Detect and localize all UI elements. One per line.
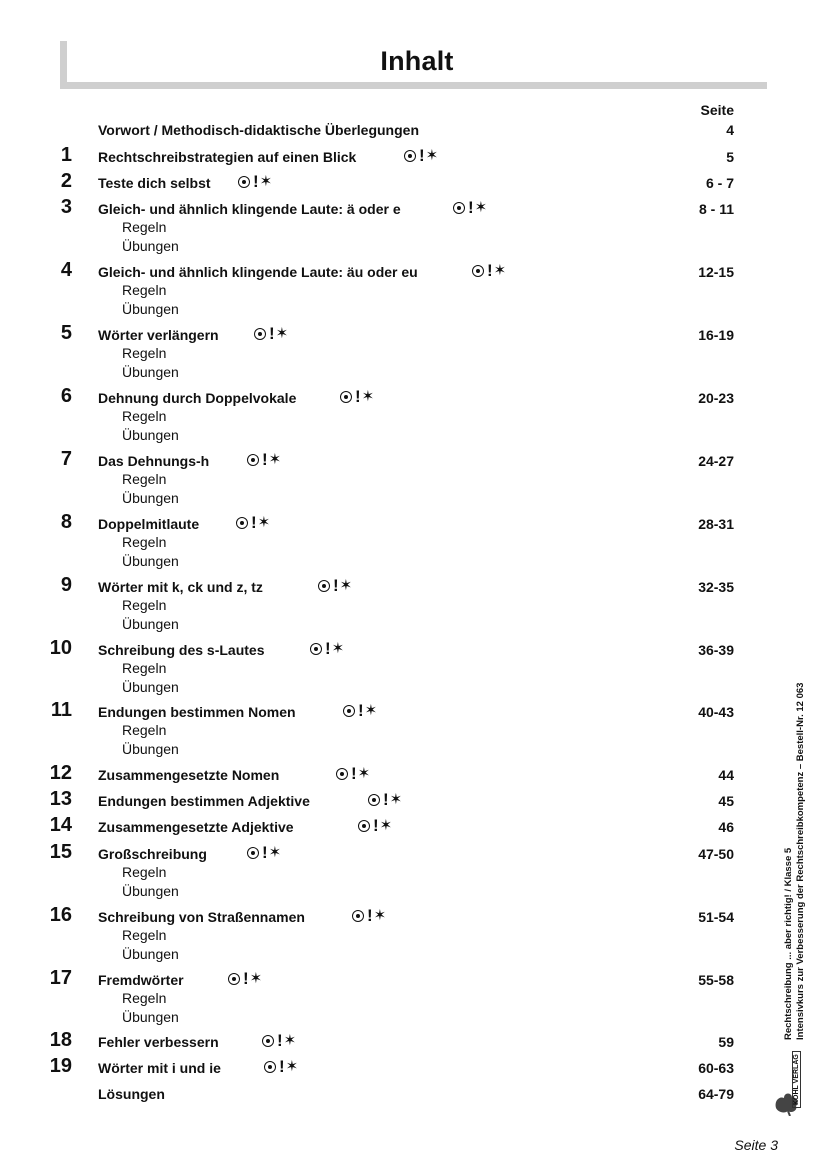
chapter-title: Fremdwörter: [98, 972, 184, 988]
page-number: Seite 3: [734, 1137, 778, 1153]
chapter-pages: 55-58: [698, 972, 734, 988]
chapter-pages: 5: [726, 149, 734, 165]
chapter-symbols: [453, 199, 487, 217]
star-icon: ✶: [268, 451, 282, 468]
chapter-pages: 59: [718, 1034, 734, 1050]
chapter-title: Teste dich selbst: [98, 175, 211, 191]
chapter-title: Gleich- und ähnlich klingende Laute: äu oder eu: [98, 264, 418, 280]
sub-item: Übungen: [122, 678, 179, 695]
sub-item: Regeln: [122, 534, 167, 550]
star-icon: ✶: [373, 907, 387, 924]
chapter-title: Vorwort / Methodisch-didaktische Überlegungen: [98, 122, 419, 138]
chapter-number: 5: [60, 322, 72, 344]
chapter-symbols: [472, 262, 506, 280]
toc-entry: [0, 814, 827, 837]
target-icon: [310, 643, 322, 655]
sub-item: Übungen: [122, 740, 179, 757]
chapter-pages: 24-27: [698, 453, 734, 469]
target-icon: [228, 973, 240, 985]
chapter-title: Fehler verbessern: [98, 1034, 219, 1050]
target-icon: [254, 328, 266, 340]
exclamation-icon: !: [253, 172, 259, 191]
chapter-symbols: [247, 451, 281, 469]
chapter-title: Wörter verlängern: [98, 327, 219, 343]
side-note: [783, 683, 807, 1040]
toc-entry: [0, 574, 827, 632]
sub-item: Übungen: [122, 363, 179, 380]
chapter-symbols: [310, 640, 344, 658]
star-icon: ✶: [259, 173, 273, 190]
chapter-title: Endungen bestimmen Nomen: [98, 704, 296, 720]
target-icon: [453, 202, 465, 214]
chapter-symbols: [352, 907, 386, 925]
target-icon: [238, 176, 250, 188]
star-icon: ✶: [425, 147, 439, 164]
exclamation-icon: !: [243, 969, 249, 988]
chapter-number: 13: [49, 788, 72, 810]
exclamation-icon: !: [487, 261, 493, 280]
chapter-pages: 40-43: [698, 704, 734, 720]
exclamation-icon: !: [355, 387, 361, 406]
star-icon: ✶: [249, 970, 263, 987]
exclamation-icon: !: [262, 450, 268, 469]
chapter-pages: 45: [718, 793, 734, 809]
exclamation-icon: !: [279, 1057, 285, 1076]
exclamation-icon: !: [325, 639, 331, 658]
toc-entry: [0, 967, 827, 1025]
toc-entry: [0, 788, 827, 811]
chapter-pages: 28-31: [698, 516, 734, 532]
toc-entry: [0, 385, 827, 443]
chapter-title: Schreibung von Straßennamen: [98, 909, 305, 925]
star-icon: ✶: [379, 817, 393, 834]
chapter-title: Wörter mit k, ck und z, tz: [98, 579, 263, 595]
exclamation-icon: !: [383, 790, 389, 809]
chapter-pages: 44: [718, 767, 734, 783]
star-icon: ✶: [389, 791, 403, 808]
toc-entry: [0, 1084, 827, 1104]
chapter-symbols: [238, 173, 272, 191]
page-column-header: Seite: [700, 102, 734, 118]
chapter-number: 8: [60, 511, 72, 533]
exclamation-icon: !: [277, 1031, 283, 1050]
sub-item: Regeln: [122, 597, 167, 613]
chapter-pages: 12-15: [698, 264, 734, 280]
chapter-number: 18: [49, 1029, 72, 1051]
star-icon: ✶: [268, 844, 282, 861]
star-icon: ✶: [339, 577, 353, 594]
sub-item: Übungen: [122, 426, 179, 443]
toc-entry: [0, 448, 827, 506]
toc-entry: [0, 144, 827, 167]
chapter-number: 15: [49, 841, 72, 863]
exclamation-icon: !: [251, 513, 257, 532]
sub-item: Übungen: [122, 237, 179, 254]
star-icon: ✶: [364, 702, 378, 719]
chapter-pages: 16-19: [698, 327, 734, 343]
chapter-number: 16: [49, 904, 72, 926]
chapter-symbols: [318, 577, 352, 595]
sub-item: Regeln: [122, 722, 167, 738]
sub-item: Übungen: [122, 1008, 179, 1025]
chapter-number: 11: [50, 699, 72, 721]
chapter-title: Endungen bestimmen Adjektive: [98, 793, 310, 809]
star-icon: ✶: [257, 514, 271, 531]
toc-entry: [0, 1029, 827, 1052]
toc-entry: [0, 762, 827, 785]
side-note-line-2: Intensivkurs zur Verbesserung der Rechtschreibkompetenz – Bestell-Nr. 12 063: [795, 682, 806, 1040]
sub-item: Regeln: [122, 345, 167, 361]
chapter-number: 9: [60, 574, 72, 596]
chapter-title: Dehnung durch Doppelvokale: [98, 390, 297, 406]
chapter-pages: 4: [726, 122, 734, 138]
chapter-title: Gleich- und ähnlich klingende Laute: ä oder e: [98, 201, 401, 217]
chapter-pages: 36-39: [698, 642, 734, 658]
exclamation-icon: !: [262, 843, 268, 862]
star-icon: ✶: [474, 199, 488, 216]
sub-item: Regeln: [122, 660, 167, 676]
chapter-pages: 46: [718, 819, 734, 835]
chapter-symbols: [340, 388, 374, 406]
sub-item: Übungen: [122, 615, 179, 632]
chapter-symbols: [368, 791, 402, 809]
chapter-pages: 51-54: [698, 909, 734, 925]
target-icon: [358, 820, 370, 832]
chapter-pages: 60-63: [698, 1060, 734, 1076]
star-icon: ✶: [283, 1032, 297, 1049]
chapter-title: Wörter mit i und ie: [98, 1060, 221, 1076]
chapter-title: Doppelmitlaute: [98, 516, 200, 532]
star-icon: ✶: [357, 765, 371, 782]
target-icon: [368, 794, 380, 806]
chapter-number: 19: [49, 1055, 72, 1077]
toc-entry: [0, 196, 827, 254]
target-icon: [352, 910, 364, 922]
toc-entry: [0, 904, 827, 962]
toc-entry: [0, 170, 827, 193]
exclamation-icon: !: [419, 146, 425, 165]
chapter-symbols: [404, 147, 438, 165]
toc-entry: [0, 637, 827, 695]
chapter-symbols: [254, 325, 288, 343]
target-icon: [336, 768, 348, 780]
toc-entry: [0, 841, 827, 899]
chapter-number: 3: [60, 196, 72, 218]
target-icon: [472, 265, 484, 277]
star-icon: ✶: [285, 1058, 299, 1075]
target-icon: [247, 454, 259, 466]
chapter-number: 7: [60, 448, 72, 470]
chapter-title: Das Dehnungs-h: [98, 453, 210, 469]
chapter-number: 1: [60, 144, 72, 166]
chapter-title: Zusammengesetzte Adjektive: [98, 819, 294, 835]
chapter-number: 2: [60, 170, 72, 192]
chapter-symbols: [247, 844, 281, 862]
chapter-title: Lösungen: [98, 1086, 165, 1102]
sub-item: Übungen: [122, 300, 179, 317]
target-icon: [318, 580, 330, 592]
chapter-number: 6: [60, 385, 72, 407]
chapter-pages: 6 - 7: [705, 175, 734, 191]
sub-item: Übungen: [122, 489, 179, 506]
chapter-pages: 64-79: [698, 1086, 734, 1102]
target-icon: [404, 150, 416, 162]
side-note-line-1: Rechtschreibung ... aber richtig! / Klasse 5: [783, 847, 794, 1040]
chapter-pages: 32-35: [698, 579, 734, 595]
target-icon: [247, 847, 259, 859]
sub-item: Übungen: [122, 945, 179, 962]
toc-entry: [0, 322, 827, 380]
target-icon: [343, 705, 355, 717]
chapter-pages: 47-50: [698, 846, 734, 862]
chapter-title: Schreibung des s-Lautes: [98, 642, 265, 658]
chapter-number: 14: [49, 814, 72, 836]
chapter-number: 4: [60, 259, 72, 281]
publisher-name: KOHL VERLAG: [792, 1051, 801, 1108]
chapter-title: Zusammengesetzte Nomen: [98, 767, 280, 783]
sub-item: Regeln: [122, 990, 167, 1006]
chapter-title: Großschreibung: [98, 846, 207, 862]
exclamation-icon: !: [367, 906, 373, 925]
chapter-symbols: [228, 970, 262, 988]
exclamation-icon: !: [373, 816, 379, 835]
chapter-title: Rechtschreibstrategien auf einen Blick: [98, 149, 357, 165]
chapter-pages: 8 - 11: [698, 201, 734, 217]
chapter-number: 17: [49, 967, 72, 989]
chapter-symbols: [264, 1058, 298, 1076]
toc-entry: [0, 259, 827, 317]
chapter-number: 12: [49, 762, 72, 784]
toc-entry: [0, 511, 827, 569]
star-icon: ✶: [275, 325, 289, 342]
chapter-symbols: [358, 817, 392, 835]
star-icon: ✶: [331, 640, 345, 657]
target-icon: [264, 1061, 276, 1073]
target-icon: [236, 517, 248, 529]
chapter-number: 10: [49, 637, 72, 659]
target-icon: [340, 391, 352, 403]
chapter-symbols: [262, 1032, 296, 1050]
sub-item: Regeln: [122, 471, 167, 487]
toc-entry: [0, 1055, 827, 1078]
chapter-pages: 20-23: [698, 390, 734, 406]
sub-item: Regeln: [122, 282, 167, 298]
exclamation-icon: !: [358, 701, 364, 720]
sub-item: Übungen: [122, 882, 179, 899]
sub-item: Regeln: [122, 927, 167, 943]
star-icon: ✶: [361, 388, 375, 405]
page-title: Inhalt: [380, 46, 454, 76]
sub-item: Regeln: [122, 864, 167, 880]
star-icon: ✶: [493, 262, 507, 279]
sub-item: Übungen: [122, 552, 179, 569]
exclamation-icon: !: [333, 576, 339, 595]
sub-item: Regeln: [122, 219, 167, 235]
chapter-symbols: [343, 702, 377, 720]
exclamation-icon: !: [468, 198, 474, 217]
sub-item: Regeln: [122, 408, 167, 424]
toc-entry: [0, 699, 827, 757]
exclamation-icon: !: [269, 324, 275, 343]
target-icon: [262, 1035, 274, 1047]
exclamation-icon: !: [351, 764, 357, 783]
chapter-symbols: [236, 514, 270, 532]
chapter-symbols: [336, 765, 370, 783]
toc-entry: [0, 120, 827, 140]
